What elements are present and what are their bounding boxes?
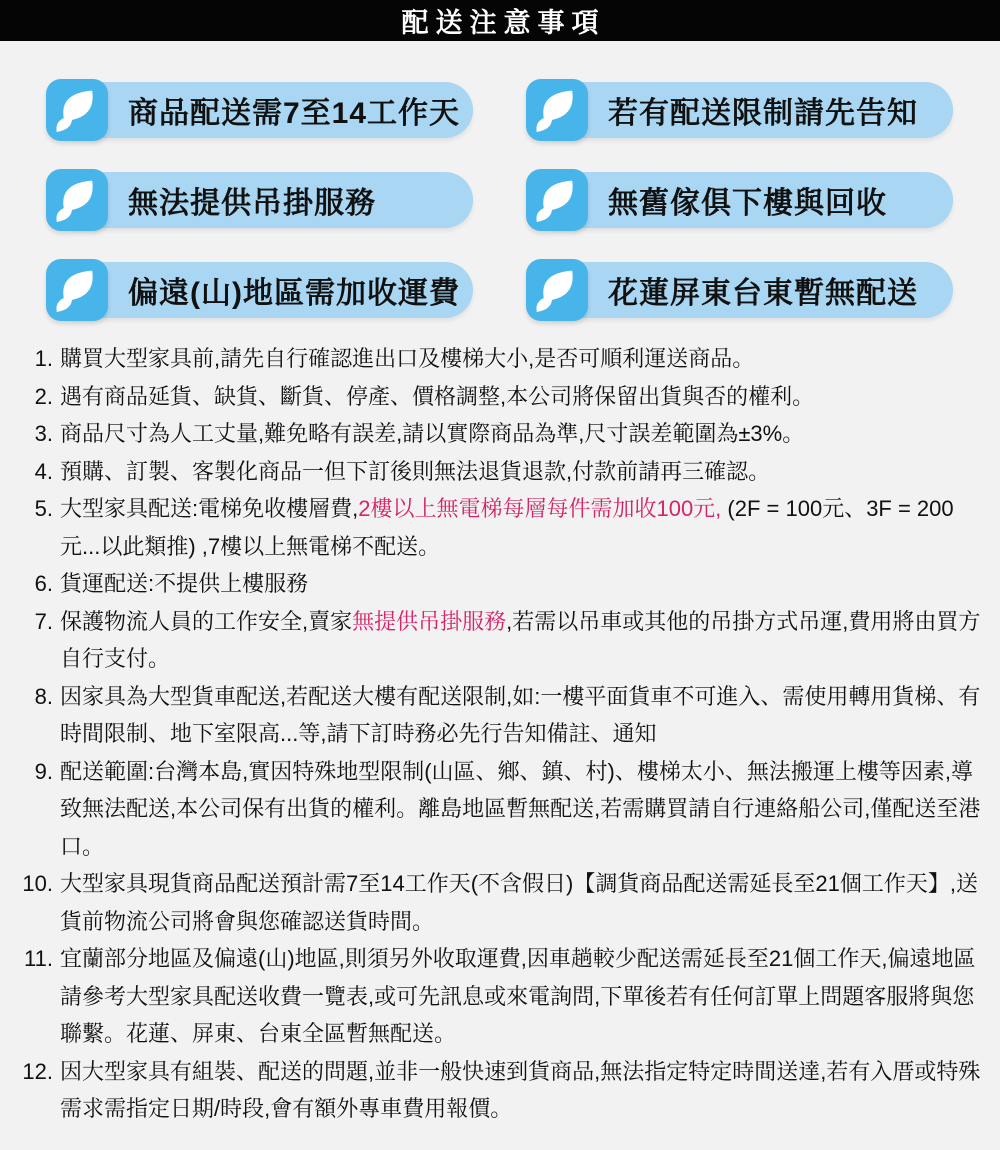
- badge-remote-fee: [48, 262, 473, 318]
- note-number: 5.: [34, 496, 53, 521]
- note-text: [60, 565, 982, 603]
- note-number: 2.: [34, 383, 53, 409]
- note-item: [20, 603, 982, 678]
- badge-label: 若有配送限制請先告知: [608, 97, 918, 130]
- note-item: [20, 415, 982, 453]
- note-item: [20, 490, 982, 565]
- badge-pill: [48, 172, 473, 228]
- note-plain-text: (2F = 100元、3F = 200元...以此類推) ,7樓以上無電梯不配送。: [60, 496, 954, 559]
- note-text: [60, 340, 982, 378]
- note-text: [60, 678, 982, 753]
- badge-delivery-limit: [528, 82, 953, 138]
- badge-label: 花蓮屏東台東暫無配送: [608, 277, 918, 310]
- note-number: 12.: [22, 1058, 53, 1084]
- notes-list: [20, 340, 982, 1128]
- note-highlight-text: 2樓以上無電梯每層每件需加收100元,: [358, 496, 722, 521]
- badge-label: 偏遠(山)地區需加收運費: [128, 277, 460, 310]
- note-plain-text: 遇有商品延貨、缺貨、斷貨、停產、價格調整,本公司將保留出貨與否的權利。: [60, 383, 815, 409]
- note-number: 6.: [34, 571, 53, 596]
- note-plain-text: ,若需以吊車或其他的吊掛方式吊運,費用將由買方自行支付。: [60, 608, 981, 671]
- leaf-icon: [46, 169, 108, 231]
- note-item: [20, 940, 982, 1053]
- note-number: 1.: [34, 346, 53, 371]
- badge-pill: [528, 262, 953, 318]
- note-plain-text: 購買大型家具前,請先自行確認進出口及樓梯大小,是否可順利運送商品。: [60, 346, 755, 371]
- badge-no-east-delivery: [528, 262, 953, 318]
- note-plain-text: 預購、訂製、客製化商品一但下訂後則無法退貨退款,付款前請再三確認。: [60, 458, 771, 484]
- note-plain-text: 保護物流人員的工作安全,賣家: [60, 608, 353, 634]
- note-plain-text: 大型家具配送:電梯免收樓層費,: [60, 496, 359, 521]
- note-item: [20, 453, 982, 491]
- note-number: 7.: [34, 608, 53, 634]
- badge-no-recycle: [528, 172, 953, 228]
- badge-pill: [48, 82, 473, 138]
- leaf-icon: [46, 259, 108, 321]
- badge-pill: [528, 172, 953, 228]
- badge-label: 無舊傢俱下樓與回收: [608, 187, 887, 220]
- note-highlight-text: 無提供吊掛服務: [352, 608, 507, 634]
- leaf-icon: [526, 259, 588, 321]
- note-item: [20, 565, 982, 603]
- note-number: 4.: [34, 458, 53, 484]
- note-text: [60, 603, 982, 678]
- page-header: [0, 0, 1000, 41]
- note-number: 8.: [34, 683, 53, 709]
- badge-pill: [48, 262, 473, 318]
- badge-no-hoisting: [48, 172, 473, 228]
- note-text: [60, 1053, 982, 1128]
- leaf-icon: [526, 169, 588, 231]
- note-text: [60, 415, 982, 453]
- note-text: [60, 753, 982, 866]
- note-plain-text: 貨運配送:不提供上樓服務: [60, 571, 309, 596]
- note-item: [20, 340, 982, 378]
- note-number: 3.: [34, 421, 53, 446]
- note-plain-text: 因大型家具有組裝、配送的問題,並非一般快速到貨商品,無法指定特定時間送達,若有入厝或特殊需求需指定日期/時段,會有額外專車費用報價。: [60, 1058, 981, 1121]
- badge-grid: [48, 82, 953, 318]
- badge-pill: [528, 82, 953, 138]
- note-plain-text: 大型家具現貨商品配送預計需7至14工作天(不含假日)【調貨商品配送需延長至21個工作天】,送貨前物流公司將會與您確認送貨時間。: [60, 871, 978, 934]
- note-item: [20, 865, 982, 940]
- note-text: [60, 490, 982, 565]
- note-item: [20, 378, 982, 416]
- note-text: [60, 453, 982, 491]
- note-plain-text: 配送範圍:台灣本島,實因特殊地型限制(山區、鄉、鎮、村)、樓梯太小、無法搬運上樓等因素,導致無法配送,本公司保有出貨的權利。離島地區暫無配送,若需購買請自行連絡船公司,僅配送至港口。: [60, 758, 981, 859]
- note-text: [60, 865, 982, 940]
- badge-label: 商品配送需7至14工作天: [128, 97, 461, 130]
- leaf-icon: [46, 79, 108, 141]
- note-text: [60, 378, 982, 416]
- page-title: 配送注意事項: [401, 8, 606, 38]
- badge-delivery-days: [48, 82, 473, 138]
- note-item: [20, 753, 982, 866]
- leaf-icon: [526, 79, 588, 141]
- note-number: 10.: [22, 871, 53, 896]
- note-number: 9.: [34, 758, 53, 784]
- note-text: [60, 940, 982, 1053]
- note-plain-text: 商品尺寸為人工丈量,難免略有誤差,請以實際商品為準,尺寸誤差範圍為±3%。: [60, 421, 805, 446]
- note-item: [20, 678, 982, 753]
- note-number: 11.: [24, 946, 53, 971]
- note-item: [20, 1053, 982, 1128]
- badge-label: 無法提供吊掛服務: [128, 187, 376, 220]
- note-plain-text: 宜蘭部分地區及偏遠(山)地區,則須另外收取運費,因車趟較少配送需延長至21個工作天,偏遠地區請參考大型家具配送收費一覽表,或可先訊息或來電詢問,下單後若有任何訂單上問題客服將與您聯繫。花蓮、屏東、台東全區暫無配送。: [60, 946, 976, 1046]
- note-plain-text: 因家具為大型貨車配送,若配送大樓有配送限制,如:一樓平面貨車不可進入、需使用轉用貨梯、有時間限制、地下室限高...等,請下訂時務必先行告知備註、通知: [60, 683, 981, 746]
